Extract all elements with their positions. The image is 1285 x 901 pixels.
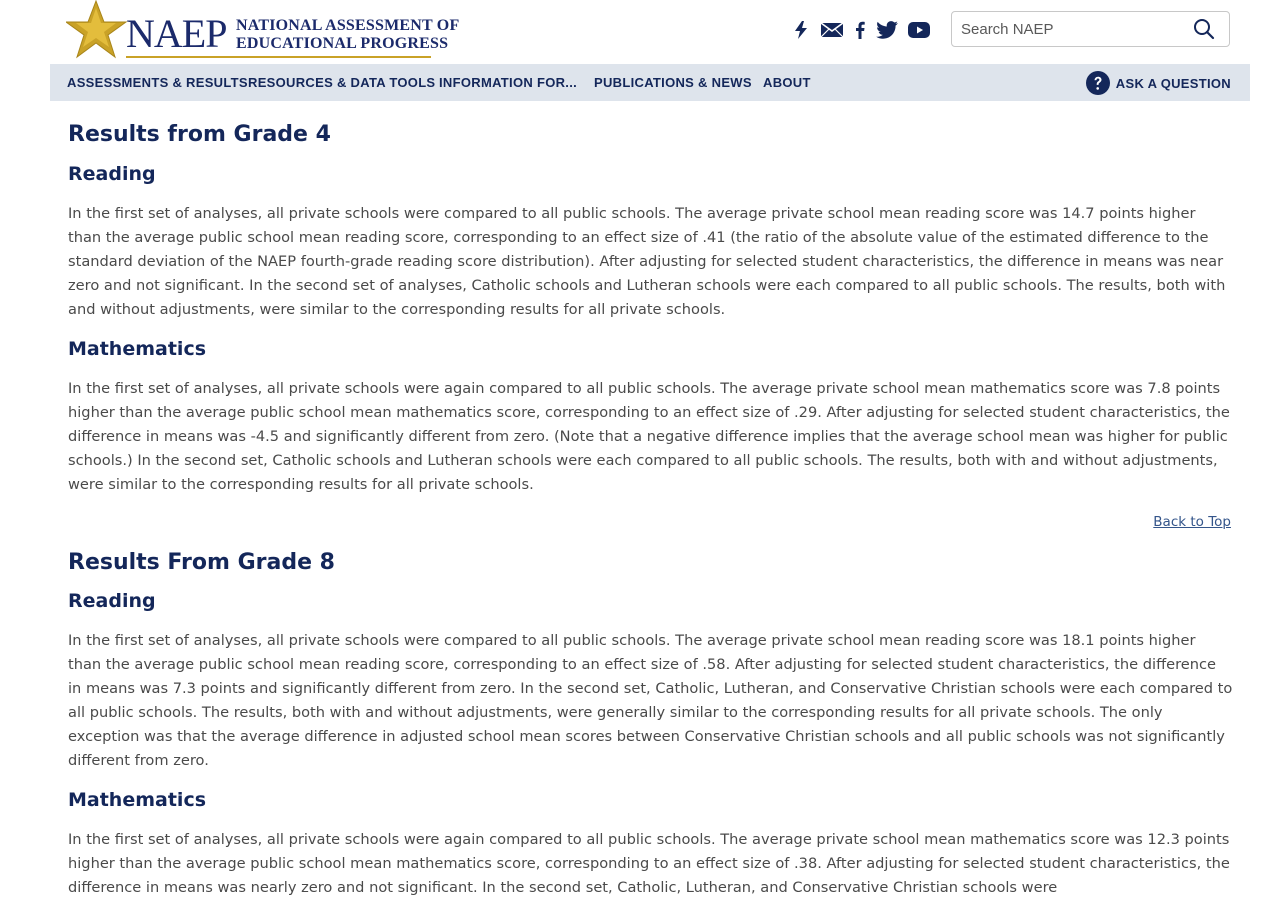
ask-a-question-button[interactable] <box>1086 71 1231 95</box>
site-header <box>0 0 1285 64</box>
social-links <box>792 20 932 40</box>
grade4-reading-heading: Reading <box>68 163 156 185</box>
mail-icon[interactable] <box>818 20 846 40</box>
main-nav <box>50 64 1250 101</box>
question-circle-icon <box>1086 71 1110 95</box>
logo-subtitle-line1: NATIONAL ASSESSMENT OF <box>236 17 460 34</box>
grade8-mathematics-heading: Mathematics <box>68 789 207 811</box>
lightning-icon[interactable] <box>792 20 810 40</box>
grade4-mathematics-text: In the first set of analyses, all private schools were again compared to all public schools. The average private school mean mathematics score was 7.8 points higher than the average public school mean mathematics score, corresponding to an effect size of .29. After adjusting for selected student characteristics, the difference in means was -4.5 and significantly different from zero. (Note that a negative difference implies that the average school mean was higher for public schools.) In the second set, Catholic schools and Lutheran schools were each compared to all public schools. The results, both with and without adjustments, were similar to the corresponding results for all private schools. <box>68 380 1230 493</box>
back-to-top-link[interactable]: Back to Top <box>1153 514 1231 530</box>
grade8-reading-heading: Reading <box>68 590 156 612</box>
grade8-reading-text: In the first set of analyses, all private schools were compared to all public schools. The average private school mean reading score was 18.1 points higher than the average public school mean reading score, corresponding to an effect size of .58. After adjusting for selected student characteristics, the difference in means was 7.3 points and significantly different from zero. In the second set, Catholic, Lutheran, and Conservative Christian schools were each compared to all public schools. The results, both with and without adjustments, were generally similar to the corresponding results for all private schools. The only exception was that the average difference in adjusted school mean scores between Conservative Christian schools and all public schools was not significantly different from zero. <box>68 632 1233 769</box>
nav-item-publications-news[interactable]: PUBLICATIONS & NEWS <box>594 75 752 90</box>
twitter-icon[interactable] <box>874 20 900 40</box>
search-input[interactable] <box>961 12 1186 46</box>
grade4-title: Results from Grade 4 <box>68 122 331 147</box>
logo-subtitle <box>236 17 459 53</box>
search-box <box>951 11 1230 47</box>
grade4-mathematics-heading: Mathematics <box>68 338 207 360</box>
grade8-mathematics-text: In the first set of analyses, all private schools were again compared to all public schools. The average private school mean mathematics score was 12.3 points higher than the average public school mean mathematics score, corresponding to an effect size of .38. After adjusting for selected student characteristics, the difference in means was nearly zero and not significant. In the second set, Catholic, Lutheran, and Conservative Christian schools were <box>68 831 1230 896</box>
nav-item-information-for[interactable]: INFORMATION FOR... <box>439 75 578 90</box>
nav-item-about[interactable]: ABOUT <box>763 75 811 90</box>
search-icon[interactable] <box>1193 18 1215 40</box>
nav-item-assessments-results[interactable]: ASSESSMENTS & RESULTS <box>67 75 248 90</box>
grade4-reading-text: In the first set of analyses, all private schools were compared to all public schools. The average private school mean reading score was 14.7 points higher than the average public school mean reading score, corresponding to an effect size of .41 (the ratio of the absolute value of the estimated difference to the standard deviation of the NAEP fourth-grade reading score distribution). After adjusting for selected student characteristics, the difference in means was near zero and not significant. In the second set of analyses, Catholic schools and Lutheran schools were each compared to all public schools. The results, both with and without adjustments, were similar to the corresponding results for all private schools. <box>68 205 1226 318</box>
facebook-icon[interactable] <box>852 20 868 40</box>
youtube-icon[interactable] <box>906 20 932 40</box>
logo-underline <box>126 56 431 58</box>
nav-item-resources-data-tools[interactable]: RESOURCES & DATA TOOLS <box>248 75 436 90</box>
grade8-title: Results From Grade 8 <box>68 550 335 575</box>
naep-logo[interactable] <box>66 0 460 60</box>
logo-subtitle-line2: EDUCATIONAL PROGRESS <box>236 35 449 52</box>
ask-a-question-label: ASK A QUESTION <box>1115 75 1231 91</box>
logo-wordmark: NAEP <box>126 11 227 56</box>
